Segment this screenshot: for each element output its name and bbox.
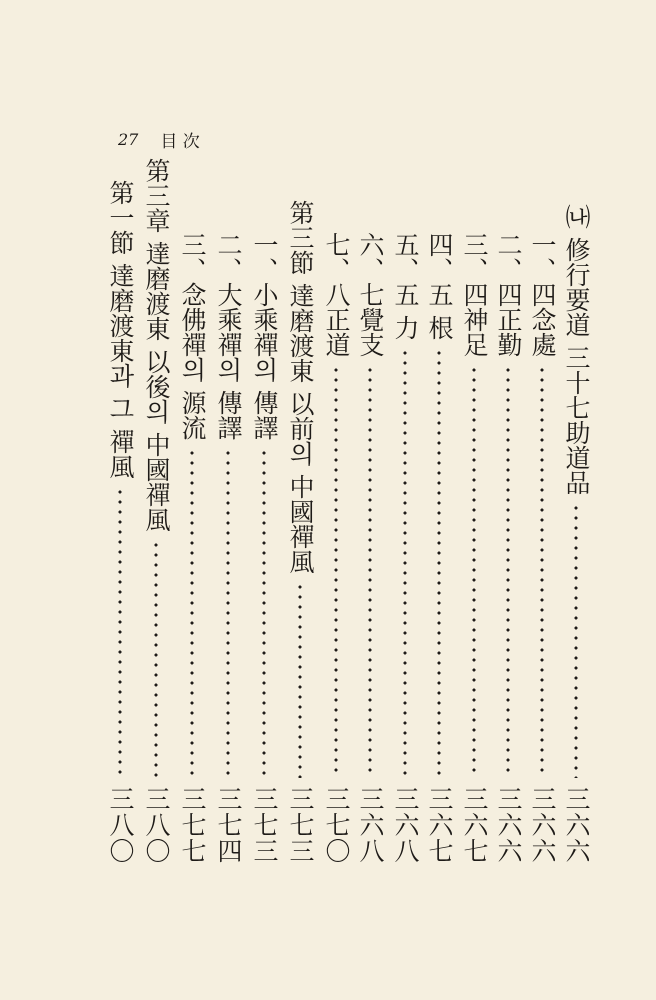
entry-page: 三六六 xyxy=(562,786,591,864)
entry-title: 四、五 根 xyxy=(425,232,454,340)
toc-entry xyxy=(102,180,138,864)
entry-title: 三、四神足 xyxy=(460,232,489,357)
entry-title: 第三章 達磨渡東 以後의 中國禪風 xyxy=(142,158,171,532)
entry-title: 第一節 達磨渡東과 그 禪風 xyxy=(106,180,135,479)
entry-page: 三七〇 xyxy=(322,786,351,864)
entry-title: 一、小乘禪의 傳譯 xyxy=(250,232,279,440)
entry-title: 二、大乘禪의 傳譯 xyxy=(214,232,243,440)
dot-leader xyxy=(297,582,303,778)
entry-page: 三六七 xyxy=(425,786,454,864)
entry-title: ㈏ 修行要道 三十七助道品 xyxy=(562,204,591,495)
entry-page: 三八〇 xyxy=(106,786,135,864)
dot-leader xyxy=(189,448,195,778)
entry-page: 三六八 xyxy=(356,786,385,864)
entry-title: 六、七覺支 xyxy=(356,232,385,357)
entry-title: 七、八正道 xyxy=(322,232,351,357)
dot-leader xyxy=(153,540,159,778)
entry-title: 三、念佛禪의 源流 xyxy=(178,232,207,440)
toc-entry xyxy=(352,232,388,864)
entry-page: 三七三 xyxy=(286,786,315,864)
dot-leader xyxy=(333,365,339,778)
dot-leader xyxy=(573,503,579,778)
dot-leader xyxy=(436,348,442,778)
entry-title: 二、四正勤 xyxy=(494,232,523,357)
dot-leader xyxy=(261,448,267,778)
entry-page: 三六六 xyxy=(528,786,557,864)
toc-entry xyxy=(421,232,457,864)
section-title: 目 次 xyxy=(160,131,200,152)
entry-page: 三七七 xyxy=(178,786,207,864)
toc-entry xyxy=(456,232,492,864)
dot-leader xyxy=(505,365,511,778)
entry-page: 三七三 xyxy=(250,786,279,864)
dot-leader xyxy=(539,365,545,778)
toc-entry xyxy=(174,232,210,864)
toc-entry xyxy=(210,232,246,864)
entry-page: 三八〇 xyxy=(142,786,171,864)
toc-entry xyxy=(524,232,560,864)
entry-page: 三六七 xyxy=(460,786,489,864)
toc-entry xyxy=(246,232,282,864)
page-header xyxy=(118,124,238,154)
entry-page: 三七四 xyxy=(214,786,243,864)
entry-title: 一、四念處 xyxy=(528,232,557,357)
dot-leader xyxy=(402,348,408,778)
toc-entry xyxy=(282,200,318,864)
dot-leader xyxy=(225,448,231,778)
entry-title: 五、五 力 xyxy=(391,232,420,340)
toc-entry xyxy=(138,158,174,864)
dot-leader xyxy=(117,487,123,778)
toc-entry xyxy=(558,204,594,864)
toc-entry xyxy=(490,232,526,864)
dot-leader xyxy=(471,365,477,778)
toc-entry xyxy=(387,232,423,864)
page-number: 27 xyxy=(118,129,139,149)
entry-page: 三六八 xyxy=(391,786,420,864)
entry-title: 第三節 達磨渡東 以前의 中國禪風 xyxy=(286,200,315,574)
entry-page: 三六六 xyxy=(494,786,523,864)
dot-leader xyxy=(367,365,373,778)
toc-entry xyxy=(318,232,354,864)
